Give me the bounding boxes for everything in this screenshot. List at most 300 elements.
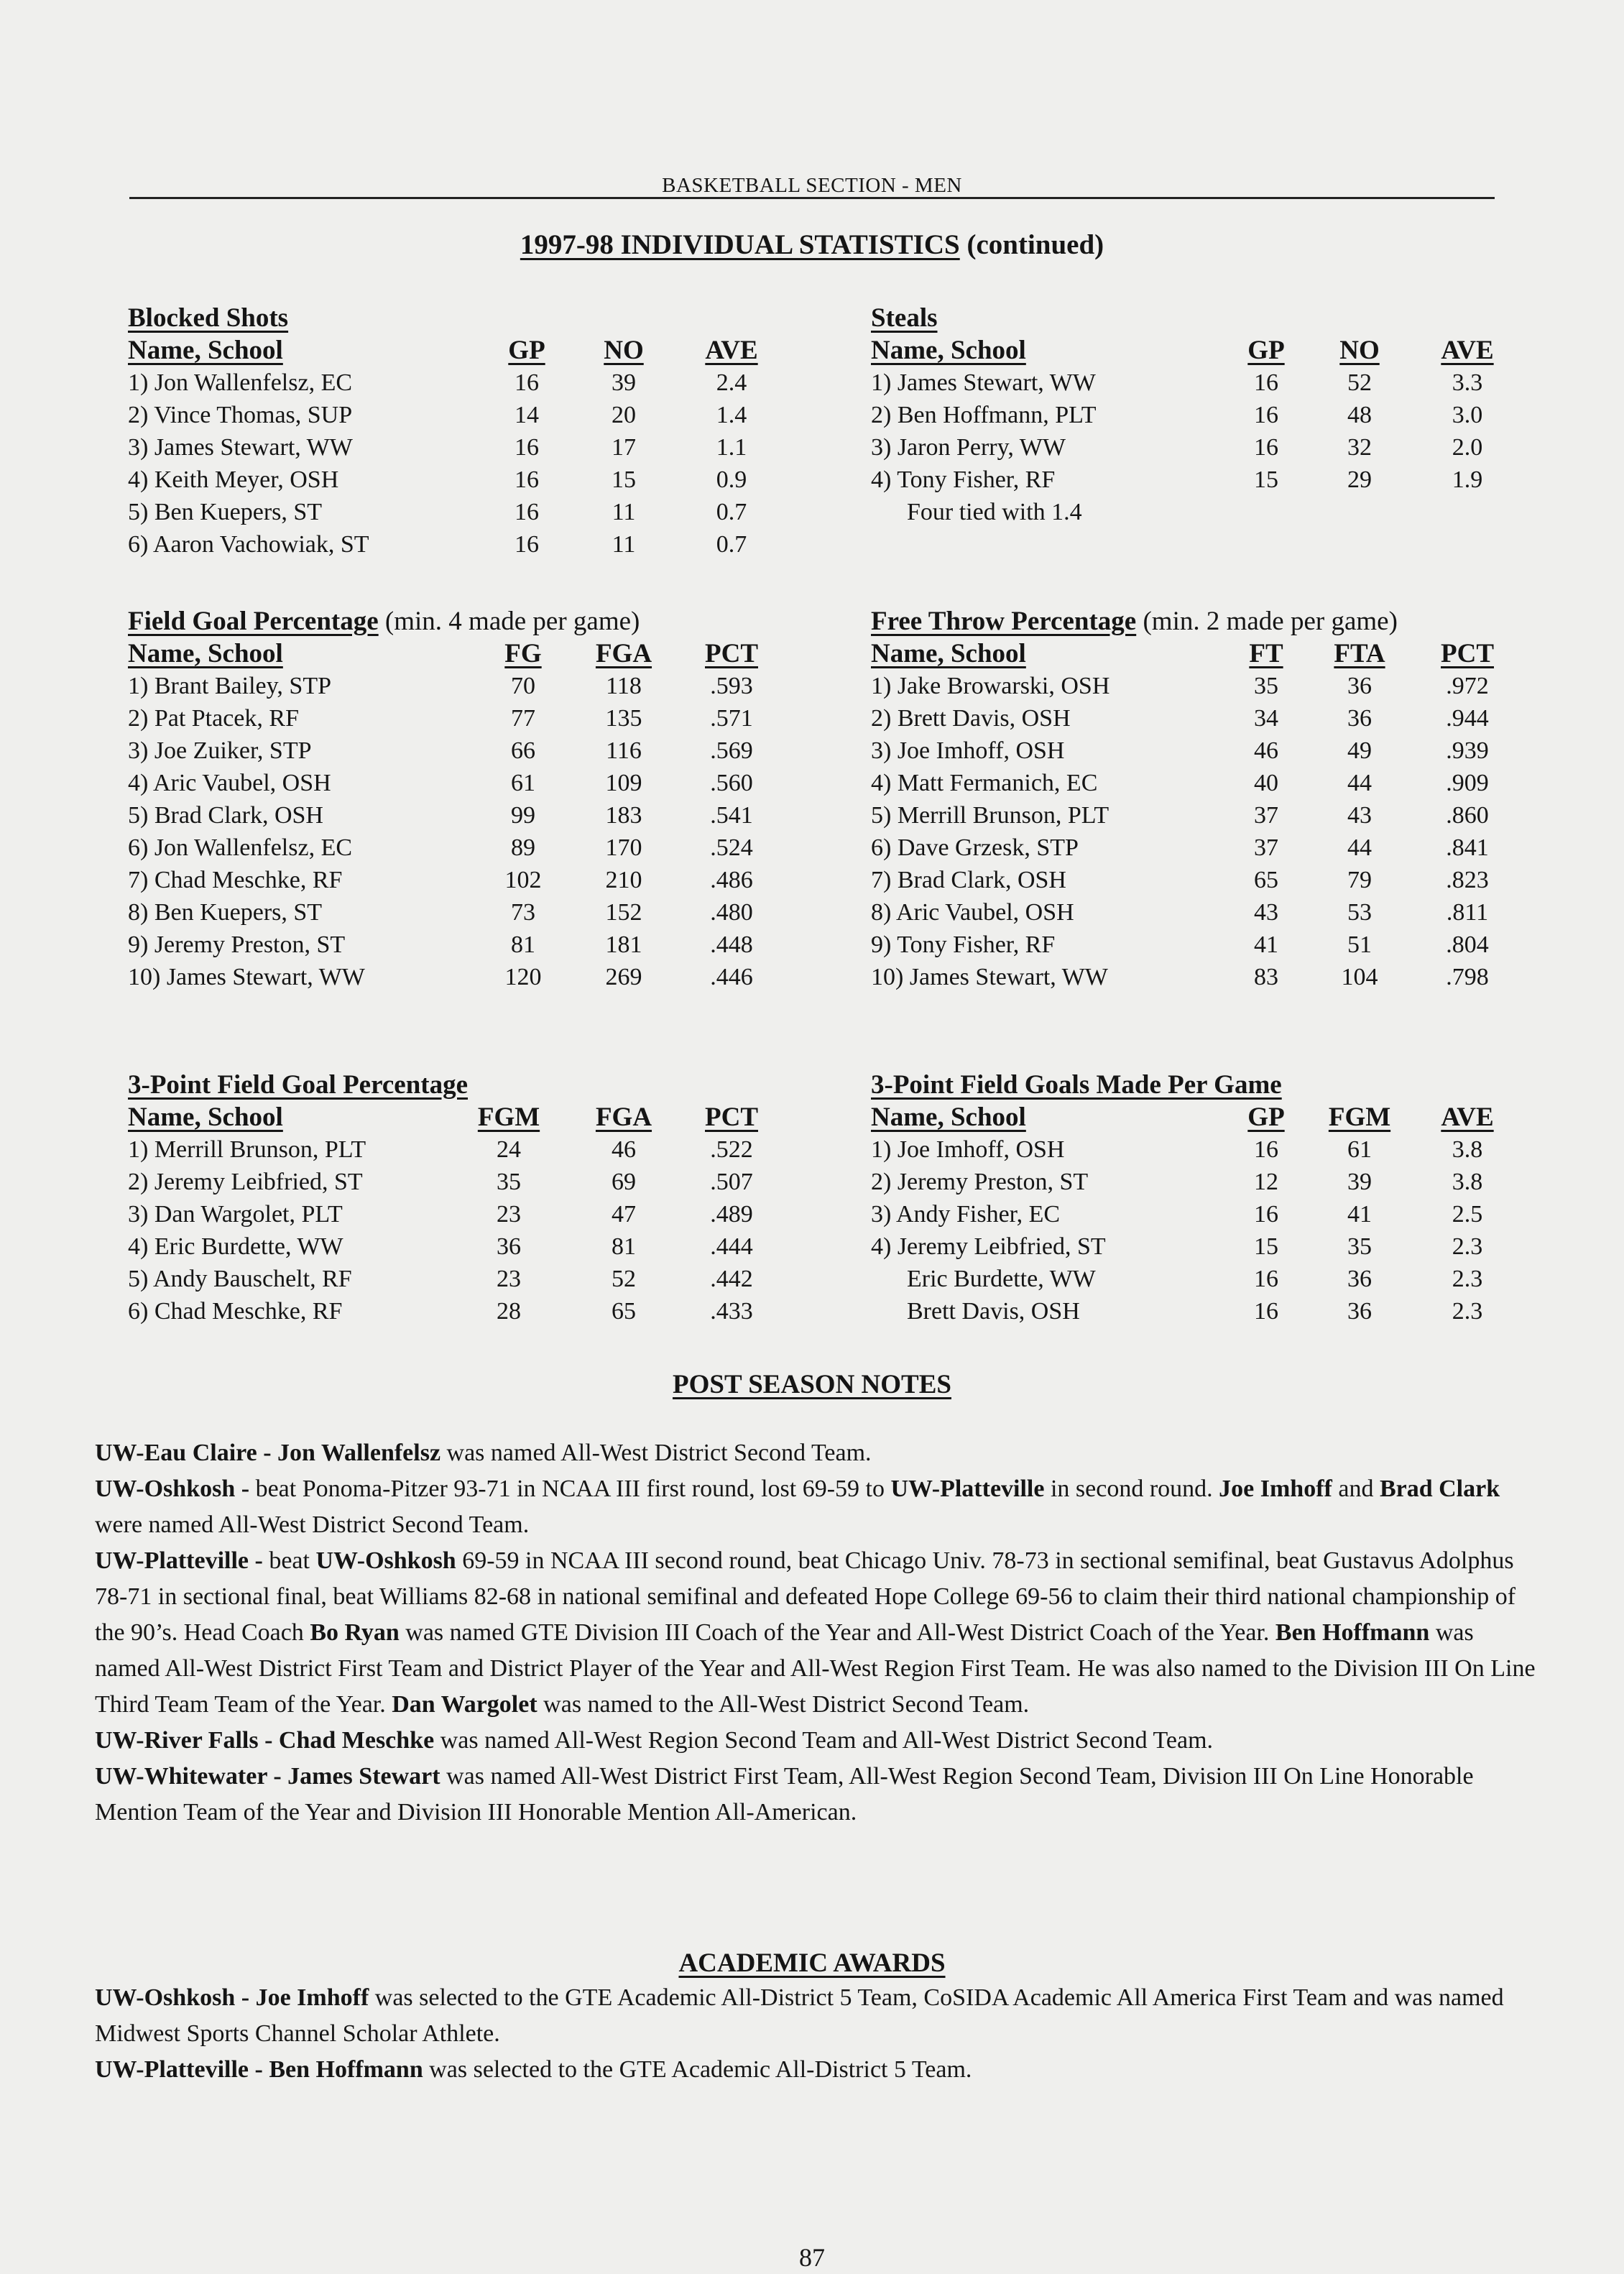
stat-cell: 20: [612, 402, 636, 428]
stat-cell: 3.3: [1452, 369, 1483, 396]
table-row: [871, 670, 1518, 702]
stat-cell: 48: [1347, 402, 1372, 428]
stat-cell: 1.9: [1452, 466, 1483, 493]
table-row: [128, 670, 789, 702]
table-header-row: [871, 637, 1518, 670]
stat-cell: 52: [1347, 369, 1372, 396]
table-row: [871, 496, 1518, 528]
free-throw-percentage-section: [871, 605, 1518, 993]
note-paragraph: [95, 1723, 1539, 1759]
column-header: AVE: [705, 336, 758, 365]
bold-text: UW-Platteville -: [95, 1547, 269, 1574]
table-row: [128, 496, 789, 528]
stat-cell: 81: [612, 1233, 636, 1260]
stat-cell: 89: [511, 834, 535, 861]
table-row: [128, 961, 789, 993]
player-name-cell: 5) Ben Kuepers, ST: [128, 499, 323, 525]
stat-cell: 35: [1347, 1233, 1372, 1260]
player-name-cell: 2) Jeremy Preston, ST: [871, 1169, 1089, 1195]
player-name-cell: 4) Jeremy Leibfried, ST: [871, 1233, 1106, 1260]
column-header: AVE: [1441, 1103, 1494, 1132]
column-header: AVE: [1441, 336, 1494, 365]
player-name-cell: 6) Dave Grzesk, STP: [871, 834, 1079, 861]
stat-cell: 269: [605, 964, 642, 990]
stat-cell: 152: [605, 899, 642, 926]
stat-cell: 109: [605, 770, 642, 796]
stat-cell: 65: [1254, 867, 1278, 893]
stat-cell: 44: [1347, 834, 1372, 861]
table-row: [871, 399, 1518, 431]
stat-cell: .541: [710, 802, 753, 829]
stat-cell: 32: [1347, 434, 1372, 461]
table-row: [871, 929, 1518, 961]
table-row: [128, 767, 789, 799]
stat-cell: 36: [1347, 705, 1372, 732]
body-text: was named GTE Division III Coach of the Year and All-West District Coach of the Year.: [399, 1619, 1275, 1646]
blocked-shots-section: [128, 302, 789, 561]
table-header-row: [128, 1101, 789, 1133]
table-row: [871, 1133, 1518, 1166]
section-header: BASKETBALL SECTION - MEN: [662, 174, 962, 197]
table-row: [128, 528, 789, 561]
stat-cell: 36: [1347, 1266, 1372, 1292]
column-header: Name, School: [871, 639, 1026, 668]
column-header: FG: [504, 639, 542, 668]
table-row: [871, 799, 1518, 832]
stat-cell: 83: [1254, 964, 1278, 990]
stat-cell: .944: [1446, 705, 1489, 732]
stat-cell: .804: [1446, 931, 1489, 958]
table-row: [871, 735, 1518, 767]
stat-cell: 181: [605, 931, 642, 958]
player-name-cell: 5) Brad Clark, OSH: [128, 802, 323, 829]
body-text: beat Ponoma-Pitzer 93-71 in NCAA III first round, lost 69-59 to: [255, 1476, 891, 1502]
column-header: FGM: [477, 1103, 540, 1132]
stat-cell: 66: [511, 737, 535, 764]
stat-cell: 46: [612, 1136, 636, 1163]
table-row: [871, 367, 1518, 399]
body-text: was selected to the GTE Academic All-District 5 Team.: [423, 2056, 972, 2083]
stat-cell: .569: [710, 737, 753, 764]
stat-cell: 16: [515, 466, 539, 493]
player-name-cell: 2) Vince Thomas, SUP: [128, 402, 353, 428]
bold-text: UW-Oshkosh: [315, 1547, 456, 1574]
table-header-row: [871, 334, 1518, 367]
stat-cell: 41: [1347, 1201, 1372, 1228]
column-header: FGA: [595, 1103, 652, 1132]
stat-cell: 37: [1254, 802, 1278, 829]
stat-cell: 11: [612, 499, 636, 525]
stat-cell: 41: [1254, 931, 1278, 958]
column-header: Name, School: [128, 336, 283, 365]
table-row: [128, 1198, 789, 1230]
table-row: [871, 832, 1518, 864]
player-name-cell: Four tied with 1.4: [907, 499, 1082, 525]
stat-cell: .939: [1446, 737, 1489, 764]
player-name-cell: 5) Andy Bauschelt, RF: [128, 1266, 352, 1292]
body-text: in second round.: [1044, 1476, 1219, 1502]
stat-cell: 52: [612, 1266, 636, 1292]
player-name-cell: 5) Merrill Brunson, PLT: [871, 802, 1109, 829]
stat-cell: .489: [710, 1201, 753, 1228]
table-row: [128, 1295, 789, 1327]
stat-cell: 49: [1347, 737, 1372, 764]
page-title-main: 1997-98 INDIVIDUAL STATISTICS: [520, 229, 960, 260]
stat-cell: 16: [1254, 1298, 1278, 1325]
body-text: and: [1332, 1476, 1380, 1502]
field-goal-pct-title: [128, 605, 789, 637]
player-name-cell: 3) Andy Fisher, EC: [871, 1201, 1061, 1228]
stat-cell: 11: [612, 531, 636, 558]
stat-cell: 69: [612, 1169, 636, 1195]
bold-text: Joe Imhoff: [1219, 1476, 1332, 1502]
stat-cell: .444: [710, 1233, 753, 1260]
stat-cell: 135: [605, 705, 642, 732]
player-name-cell: 3) Jaron Perry, WW: [871, 434, 1066, 461]
stat-cell: 28: [497, 1298, 521, 1325]
player-name-cell: 1) Jake Browarski, OSH: [871, 673, 1110, 699]
section-title-text: Steals: [871, 303, 938, 333]
player-name-cell: 7) Brad Clark, OSH: [871, 867, 1066, 893]
stat-cell: 17: [612, 434, 636, 461]
field-goal-percentage-section: [128, 605, 789, 993]
stat-cell: .972: [1446, 673, 1489, 699]
section-title-text: Free Throw Percentage: [871, 607, 1137, 636]
stat-cell: 23: [497, 1266, 521, 1292]
player-name-cell: 6) Chad Meschke, RF: [128, 1298, 343, 1325]
player-name-cell: 6) Jon Wallenfelsz, EC: [128, 834, 353, 861]
note-paragraph: [95, 2052, 1539, 2088]
stat-cell: 37: [1254, 834, 1278, 861]
player-name-cell: 4) Keith Meyer, OSH: [128, 466, 339, 493]
player-name-cell: 9) Jeremy Preston, ST: [128, 931, 346, 958]
three-point-made-section: [871, 1069, 1518, 1327]
stat-cell: .507: [710, 1169, 753, 1195]
stat-cell: 16: [515, 434, 539, 461]
stat-cell: .823: [1446, 867, 1489, 893]
column-header: PCT: [1441, 639, 1494, 668]
table-row: [871, 1166, 1518, 1198]
post-season-notes-title: POST SEASON NOTES: [673, 1370, 951, 1399]
table-row: [128, 735, 789, 767]
stat-cell: 79: [1347, 867, 1372, 893]
table-row: [871, 464, 1518, 496]
player-name-cell: 4) Tony Fisher, RF: [871, 466, 1056, 493]
stat-cell: .593: [710, 673, 753, 699]
stat-cell: .560: [710, 770, 753, 796]
player-name-cell: 2) Brett Davis, OSH: [871, 705, 1071, 732]
body-text: was named All-West Region Second Team and All-West District Second Team.: [434, 1727, 1214, 1754]
column-header: PCT: [705, 1103, 758, 1132]
stat-cell: 183: [605, 802, 642, 829]
column-header: Name, School: [871, 1103, 1026, 1132]
table-row: [871, 896, 1518, 929]
stat-cell: 16: [1254, 1266, 1278, 1292]
table-row: [128, 896, 789, 929]
player-name-cell: Brett Davis, OSH: [907, 1298, 1080, 1325]
player-name-cell: 3) Joe Imhoff, OSH: [871, 737, 1065, 764]
stat-cell: .522: [710, 1136, 753, 1163]
stat-cell: 81: [511, 931, 535, 958]
free-throw-pct-title: [871, 605, 1518, 637]
stat-cell: 99: [511, 802, 535, 829]
column-header: NO: [1339, 336, 1380, 365]
body-text: was named All-West District First Team and District Player of the Year and All-West Region First Team. He was also named to the Division III On Line Third Team Team of the Year.: [95, 1619, 1536, 1718]
stat-cell: 2.5: [1452, 1201, 1483, 1228]
stat-cell: 34: [1254, 705, 1278, 732]
table-row: [871, 1198, 1518, 1230]
player-name-cell: 1) Jon Wallenfelsz, EC: [128, 369, 353, 396]
section-title-note: (min. 2 made per game): [1136, 607, 1398, 636]
stat-cell: 14: [515, 402, 539, 428]
stat-cell: 35: [497, 1169, 521, 1195]
player-name-cell: 6) Aaron Vachowiak, ST: [128, 531, 369, 558]
body-text: was selected to the GTE Academic All-District 5 Team, CoSIDA Academic All America First Team and was named Midwest Sports Channel Scholar Athlete.: [95, 1984, 1504, 2047]
stat-cell: 210: [605, 867, 642, 893]
stat-cell: 16: [515, 369, 539, 396]
player-name-cell: 9) Tony Fisher, RF: [871, 931, 1056, 958]
column-header: NO: [604, 336, 644, 365]
stat-cell: .433: [710, 1298, 753, 1325]
bold-text: Dan Wargolet: [392, 1691, 538, 1718]
stat-cell: 0.7: [716, 531, 747, 558]
table-row: [128, 464, 789, 496]
stat-cell: 39: [612, 369, 636, 396]
section-title-text: Blocked Shots: [128, 303, 289, 333]
column-header: FTA: [1334, 639, 1385, 668]
stat-cell: 51: [1347, 931, 1372, 958]
table-row: [871, 767, 1518, 799]
stat-cell: 43: [1347, 802, 1372, 829]
stat-cell: 2.4: [716, 369, 747, 396]
table-row: [871, 1230, 1518, 1263]
table-row: [871, 864, 1518, 896]
stat-cell: .841: [1446, 834, 1489, 861]
stat-cell: 3.8: [1452, 1136, 1483, 1163]
stat-cell: 40: [1254, 770, 1278, 796]
table-header-row: [128, 637, 789, 670]
body-text: were named All-West District Second Team.: [95, 1511, 530, 1538]
stat-cell: 61: [1347, 1136, 1372, 1163]
note-paragraph: [95, 1471, 1539, 1543]
table-row: [871, 1263, 1518, 1295]
table-header-row: [871, 1101, 1518, 1133]
stat-cell: .446: [710, 964, 753, 990]
bold-text: Bo Ryan: [310, 1619, 400, 1646]
player-name-cell: 8) Aric Vaubel, OSH: [871, 899, 1074, 926]
bold-text: UW-Oshkosh - Joe Imhoff: [95, 1984, 369, 2011]
stat-cell: 16: [515, 499, 539, 525]
stat-cell: 46: [1254, 737, 1278, 764]
stat-cell: 0.9: [716, 466, 747, 493]
bold-text: Ben Hoffmann: [1275, 1619, 1430, 1646]
player-name-cell: 1) James Stewart, WW: [871, 369, 1096, 396]
stat-cell: 2.3: [1452, 1298, 1483, 1325]
table-row: [871, 1295, 1518, 1327]
player-name-cell: 4) Matt Fermanich, EC: [871, 770, 1098, 796]
column-header: FGM: [1328, 1103, 1391, 1132]
stat-cell: 61: [511, 770, 535, 796]
stat-cell: .811: [1446, 899, 1489, 926]
page-title: [0, 229, 1624, 261]
stat-cell: 15: [1254, 466, 1278, 493]
column-header: FT: [1249, 639, 1283, 668]
stat-cell: .524: [710, 834, 753, 861]
stat-cell: 2.3: [1452, 1233, 1483, 1260]
table-row: [871, 961, 1518, 993]
stat-cell: 29: [1347, 466, 1372, 493]
player-name-cell: 3) Dan Wargolet, PLT: [128, 1201, 343, 1228]
table-row: [128, 1263, 789, 1295]
stat-cell: 16: [1254, 402, 1278, 428]
player-name-cell: 1) Brant Bailey, STP: [128, 673, 331, 699]
body-text: was named All-West District First Team, All-West Region Second Team, Division III On Line Honorable Mention Team of the Year and Division III Honorable Mention All-American.: [95, 1763, 1474, 1826]
three-pt-made-title: [871, 1069, 1518, 1101]
stat-cell: 16: [1254, 369, 1278, 396]
player-name-cell: 10) James Stewart, WW: [871, 964, 1108, 990]
stat-cell: 77: [511, 705, 535, 732]
player-name-cell: 2) Ben Hoffmann, PLT: [871, 402, 1097, 428]
stat-cell: 120: [504, 964, 542, 990]
stat-cell: 24: [497, 1136, 521, 1163]
note-paragraph: [95, 1980, 1539, 2052]
table-row: [128, 1230, 789, 1263]
table-row: [128, 431, 789, 464]
table-row: [871, 431, 1518, 464]
player-name-cell: 2) Jeremy Leibfried, ST: [128, 1169, 363, 1195]
bold-text: UW-River Falls - Chad Meschke: [95, 1727, 435, 1754]
stat-cell: 0.7: [716, 499, 747, 525]
stat-cell: .860: [1446, 802, 1489, 829]
stat-cell: 36: [1347, 673, 1372, 699]
stat-cell: 36: [497, 1233, 521, 1260]
stat-cell: 12: [1254, 1169, 1278, 1195]
player-name-cell: 10) James Stewart, WW: [128, 964, 365, 990]
stat-cell: 47: [612, 1201, 636, 1228]
column-header: Name, School: [128, 639, 283, 668]
section-title-note: (min. 4 made per game): [378, 607, 640, 636]
academic-awards: [95, 1980, 1539, 2088]
page-number: 87: [799, 2243, 825, 2272]
stat-cell: 170: [605, 834, 642, 861]
column-header: GP: [1247, 336, 1285, 365]
column-header: GP: [1247, 1103, 1285, 1132]
table-row: [128, 702, 789, 735]
stat-cell: .571: [710, 705, 753, 732]
stat-cell: .448: [710, 931, 753, 958]
body-text: beat: [269, 1547, 316, 1574]
column-header: FGA: [595, 639, 652, 668]
stat-cell: 16: [1254, 1201, 1278, 1228]
table-row: [128, 929, 789, 961]
stat-cell: 3.0: [1452, 402, 1483, 428]
table-row: [128, 864, 789, 896]
player-name-cell: 7) Chad Meschke, RF: [128, 867, 343, 893]
player-name-cell: 4) Aric Vaubel, OSH: [128, 770, 331, 796]
body-text: was named All-West District Second Team.: [440, 1440, 872, 1466]
stat-cell: .480: [710, 899, 753, 926]
stat-cell: 39: [1347, 1169, 1372, 1195]
player-name-cell: 1) Merrill Brunson, PLT: [128, 1136, 366, 1163]
column-header: Name, School: [128, 1103, 283, 1132]
player-name-cell: 3) James Stewart, WW: [128, 434, 353, 461]
note-paragraph: [95, 1543, 1539, 1723]
blocked-shots-title: [128, 302, 789, 334]
player-name-cell: Eric Burdette, WW: [907, 1266, 1096, 1292]
player-name-cell: 2) Pat Ptacek, RF: [128, 705, 299, 732]
stat-cell: 43: [1254, 899, 1278, 926]
table-row: [128, 399, 789, 431]
stat-cell: 118: [606, 673, 642, 699]
table-row: [871, 702, 1518, 735]
table-row: [128, 367, 789, 399]
body-text: 69-59 in NCAA III second round, beat Chicago Univ. 78-73 in sectional semifinal, beat Gustavus Adolphus 78-71 in sectional final, beat Williams 82-68 in national semifinal and defeated Hope College 69-56 to claim their third national championship of the 90’s. Head Coach: [95, 1547, 1516, 1646]
stat-cell: 73: [511, 899, 535, 926]
note-paragraph: [95, 1759, 1539, 1831]
section-title-text: 3-Point Field Goals Made Per Game: [871, 1070, 1282, 1100]
academic-awards-title: ACADEMIC AWARDS: [678, 1948, 946, 1978]
stat-cell: 2.0: [1452, 434, 1483, 461]
stat-cell: 1.1: [716, 434, 747, 461]
table-row: [128, 1133, 789, 1166]
three-point-percentage-section: [128, 1069, 789, 1327]
stat-cell: 3.8: [1452, 1169, 1483, 1195]
column-header: PCT: [705, 639, 758, 668]
stat-cell: 16: [1254, 434, 1278, 461]
section-title-text: Field Goal Percentage: [128, 607, 379, 636]
bold-text: UW-Platteville - Ben Hoffmann: [95, 2056, 423, 2083]
player-name-cell: 1) Joe Imhoff, OSH: [871, 1136, 1065, 1163]
stat-cell: 65: [612, 1298, 636, 1325]
steals-section: [871, 302, 1518, 528]
stat-cell: .442: [710, 1266, 753, 1292]
bold-text: UW-Oshkosh -: [95, 1476, 256, 1502]
column-header: Name, School: [871, 336, 1026, 365]
stat-cell: 16: [515, 531, 539, 558]
steals-title: [871, 302, 1518, 334]
stat-cell: 15: [612, 466, 636, 493]
bold-text: Brad Clark: [1379, 1476, 1500, 1502]
stat-cell: .486: [710, 867, 753, 893]
stat-cell: 1.4: [716, 402, 747, 428]
body-text: was named to the All-West District Second Team.: [537, 1691, 1030, 1718]
table-row: [128, 1166, 789, 1198]
stat-cell: 53: [1347, 899, 1372, 926]
section-title-text: 3-Point Field Goal Percentage: [128, 1070, 469, 1100]
stat-cell: 104: [1341, 964, 1378, 990]
page-title-suffix: (continued): [966, 229, 1104, 260]
stat-cell: 44: [1347, 770, 1372, 796]
note-paragraph: [95, 1435, 1539, 1471]
player-name-cell: 8) Ben Kuepers, ST: [128, 899, 323, 926]
stat-cell: 36: [1347, 1298, 1372, 1325]
bold-text: UW-Eau Claire - Jon Wallenfelsz: [95, 1440, 441, 1466]
bold-text: UW-Whitewater - James Stewart: [95, 1763, 440, 1790]
stat-cell: 102: [504, 867, 542, 893]
player-name-cell: 3) Joe Zuiker, STP: [128, 737, 312, 764]
stat-cell: 116: [606, 737, 642, 764]
post-season-notes: [95, 1435, 1539, 1831]
stat-cell: 2.3: [1452, 1266, 1483, 1292]
player-name-cell: 4) Eric Burdette, WW: [128, 1233, 343, 1260]
stat-cell: 35: [1254, 673, 1278, 699]
stat-cell: .798: [1446, 964, 1489, 990]
stat-cell: 23: [497, 1201, 521, 1228]
header-rule: [129, 197, 1495, 199]
bold-text: UW-Platteville: [890, 1476, 1045, 1502]
stat-cell: 15: [1254, 1233, 1278, 1260]
three-pt-pct-title: [128, 1069, 789, 1101]
